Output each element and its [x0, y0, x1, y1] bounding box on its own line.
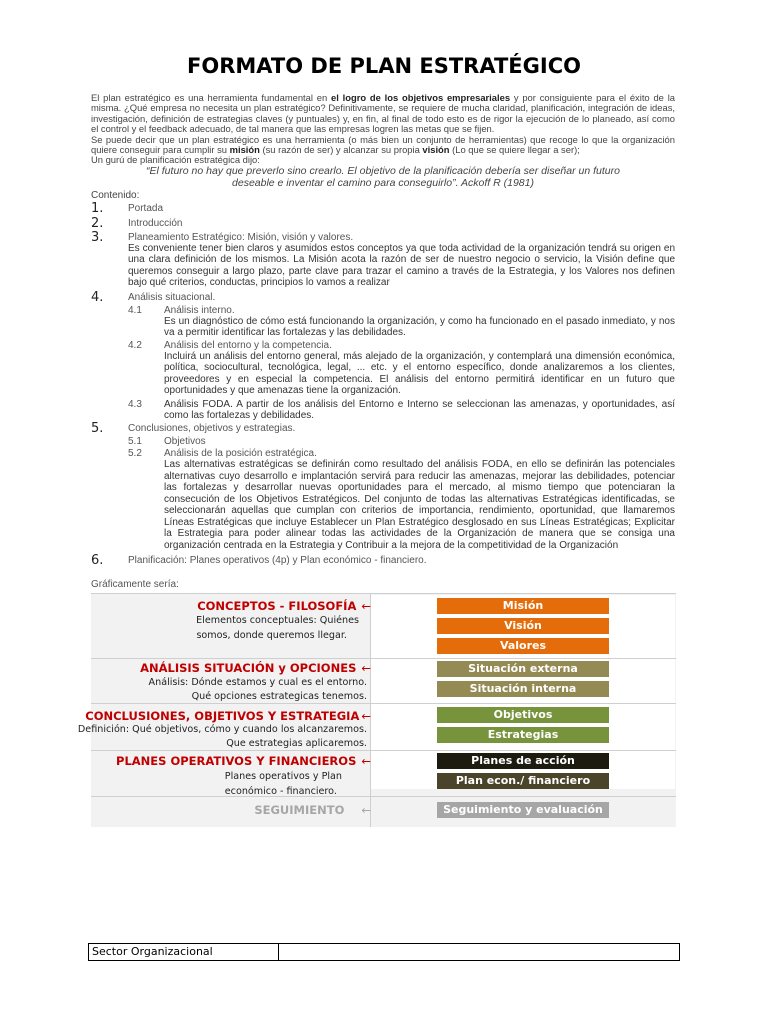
quote-line-1: “El futuro no hay que preverlo sino crearlo. El objetivo de la planificación debería ser diseñar un futuro	[146, 165, 620, 177]
sub52-paragraph: Las alternativas estratégicas se definirán como resultado del análisis FODA, en ello se definirán las potenciales alternativas cuyo desarrollo e implantación servirá para reducir las amenazas, mejorar las debilidades, potenciar las fortalezas y desarrollar nuevas oportunidades para el mercado, al mismo tiempo que potenciaran la consecución de los Objetivos Estratégicos. Del conjunto de todas las alternativas Estratégicas identificadas, se seleccionarán aquellas que cumplan con criterios de importancia, rendimiento, oportunidad, que llamaremos Líneas Estratégicas que incluye Establecer un Plan Estratégico desglosado en sus Líneas Estratégicas; Explicitar la Estrategia para poder alinear todas las actividades de la Organización de manera que se consiga una organización centrada en la Estrategia y Contribuir a la mejora de la competitividad de la Organización	[164, 459, 675, 551]
intro2-part-c: (su razón de ser) y alcanzar su propia	[259, 144, 423, 156]
diagram-divider	[91, 658, 676, 659]
item-label: Introducción	[128, 218, 183, 229]
box-situacion-externa: Situación externa	[437, 661, 609, 677]
section-desc	[225, 769, 342, 799]
arrow-left-icon: ←	[361, 709, 371, 723]
intro1-part-c: y por consiguiente para el éxito de la misma. ¿Qué empresa no necesita un plan estratégico? Definitivamente, se requiere de mucha claridad, planificación, integración de ideas, investigación, definición de estrategias claves (y puntuales) y, en fin, al final de todo esto es de rigor la ejecución de lo planeado, así como el control y el feedback adecuado, de tal manera que las empresas logren las metas que se fijen.	[91, 92, 675, 135]
arrow-left-icon: ←	[361, 599, 371, 613]
section-desc-line: Planes operativos y Plan	[224, 771, 342, 782]
footer-cell-sector: Sector Organizacional	[89, 944, 279, 960]
item-label: Análisis situacional.	[128, 292, 216, 303]
strategy-diagram	[77, 593, 676, 827]
footer-table	[88, 943, 680, 961]
sub41-paragraph: Es un diagnóstico de cómo está funcionando la organización, y como ha funcionado en el pasado inmediato, y nos va a permitir identificar las fortalezas y las debilidades.	[164, 316, 675, 339]
diagram-divider	[91, 796, 676, 797]
arrow-left-icon: ←	[361, 803, 371, 817]
box-planes-accion: Planes de acción	[437, 753, 609, 769]
intro2-mision: misión	[229, 144, 260, 156]
section-desc	[149, 676, 367, 704]
intro-text	[91, 93, 675, 166]
sub43-paragraph: Análisis FODA. A partir de los análisis del Entorno e Interno se seleccionan las amenazas, y oportunidades, así como las fortalezas y debilidades.	[164, 399, 675, 422]
sub-label: Objetivos	[164, 436, 206, 447]
section-desc-line: Análisis: Dónde estamos y cual es el entorno.	[148, 677, 367, 688]
item-label: Planeamiento Estratégico: Misión, visión y valores.	[128, 232, 354, 243]
footer-cell-empty[interactable]	[279, 944, 679, 960]
sub-number: 4.3	[128, 399, 142, 410]
section-desc	[196, 613, 359, 643]
section-desc-line: Definición: Qué objetivos, cómo y cuando los alcanzaremos.	[77, 724, 367, 735]
sub-label: Análisis interno.	[164, 305, 235, 316]
item-number: 1.	[91, 201, 104, 216]
box-objetivos: Objetivos	[437, 707, 609, 723]
section-title-text: ANÁLISIS SITUACIÓN y OPCIONES	[140, 661, 357, 675]
intro-paragraph-2	[91, 135, 675, 156]
section-desc-line: Que estrategias aplicaremos.	[226, 738, 367, 749]
box-situacion-interna: Situación interna	[437, 681, 609, 697]
section-title-text: CONCEPTOS - FILOSOFÍA	[197, 599, 357, 613]
sub42-paragraph: Incluirá un análisis del entorno general, más alejado de la organización, y contemplará una dimensión económica, política, sociocultural, tecnológica, legal, ... etc. y el entorno específico, donde analizaremos a los clientes, proveedores y en especial la competencia. El análisis del entorno permitirá identificar en un futuro que oportunidades y que amenazas tiene la organización.	[164, 351, 675, 396]
quote	[91, 165, 675, 189]
arrow-left-icon: ←	[361, 661, 371, 675]
box-valores: Valores	[437, 638, 609, 654]
contenido-label: Contenido:	[91, 190, 140, 201]
item-number: 6.	[91, 553, 104, 568]
intro2-vision: visión	[422, 144, 450, 156]
section-desc	[78, 723, 367, 751]
diagram-divider	[91, 593, 676, 594]
box-vision: Visión	[437, 618, 609, 634]
item-label: Conclusiones, objetivos y estrategias.	[128, 423, 296, 434]
intro2-part-a: Se puede decir que un plan estratégico es una herramienta (o más bien un conjunto de herramientas) que recoge lo que la organización quiere conseguir para cumplir su	[91, 133, 675, 156]
intro2-part-e: (Lo que se quiere llegar a ser);	[449, 144, 580, 156]
section-desc-line: Elementos conceptuales: Quiénes	[196, 615, 359, 626]
sub-number: 5.2	[128, 448, 142, 459]
section-title-seguimiento	[254, 803, 371, 817]
sub-number: 4.2	[128, 340, 142, 351]
item-label: Planificación: Planes operativos (4p) y Plan económico - financiero.	[128, 555, 427, 566]
item-number: 4.	[91, 290, 104, 305]
box-mision: Misión	[437, 598, 609, 614]
section-title-analisis	[140, 661, 371, 675]
section-title-conclusiones	[85, 709, 371, 723]
item-number: 5.	[91, 421, 104, 436]
box-seguimiento: Seguimiento y evaluación	[437, 802, 609, 818]
box-estrategias: Estrategias	[437, 727, 609, 743]
section-title-text: CONCLUSIONES, OBJETIVOS Y ESTRATEGIA	[85, 709, 360, 723]
intro-paragraph-3: Un gurú de planificación estratégica dijo:	[91, 154, 260, 166]
item3-paragraph: Es conveniente tener bien claros y asumidos estos conceptos ya que toda actividad de la organización tendrá su origen en una clara definición de los mismos. La Misión acota la razón de ser de nuestro negocio o servicio, la Visión define que queremos conseguir a largo plazo, parte clave para trazar el camino a través de la Estrategia, y los Valores nos definen bajo qué criterios, conductas, principios lo vamos a realizar	[128, 243, 675, 288]
section-desc-line: Qué opciones estrategicas tenemos.	[191, 691, 367, 702]
sub-number: 4.1	[128, 305, 142, 316]
sub-label: Análisis del entorno y la competencia.	[164, 340, 332, 351]
item-number: 3.	[91, 230, 104, 245]
item-number: 2.	[91, 216, 104, 231]
section-title-text: PLANES OPERATIVOS Y FINANCIEROS	[116, 754, 357, 768]
quote-line-2: deseable e inventar el camino para conseguirlo”. Ackoff R (1981)	[232, 177, 534, 189]
arrow-left-icon: ←	[361, 754, 371, 768]
box-plan-econ: Plan econ./ financiero	[437, 773, 609, 789]
section-title-planes	[116, 754, 371, 768]
section-title-conceptos	[197, 599, 371, 613]
item-label: Portada	[128, 203, 164, 214]
section-desc-line: económico - financiero.	[224, 786, 337, 797]
intro1-part-a: El plan estratégico es una herramienta fundamental en	[91, 92, 332, 103]
intro1-bold: el logro de los objetivos empresariales	[331, 92, 511, 103]
section-title-text: SEGUIMIENTO	[254, 803, 345, 817]
sub-number: 5.1	[128, 436, 142, 447]
sub-label: Análisis de la posición estratégica.	[164, 448, 317, 459]
grafica-label: Gráficamente sería:	[91, 579, 179, 590]
page-title: FORMATO DE PLAN ESTRATÉGICO	[187, 54, 581, 78]
intro-paragraph-1	[91, 93, 675, 135]
section-desc-line: somos, donde queremos llegar.	[196, 630, 347, 641]
